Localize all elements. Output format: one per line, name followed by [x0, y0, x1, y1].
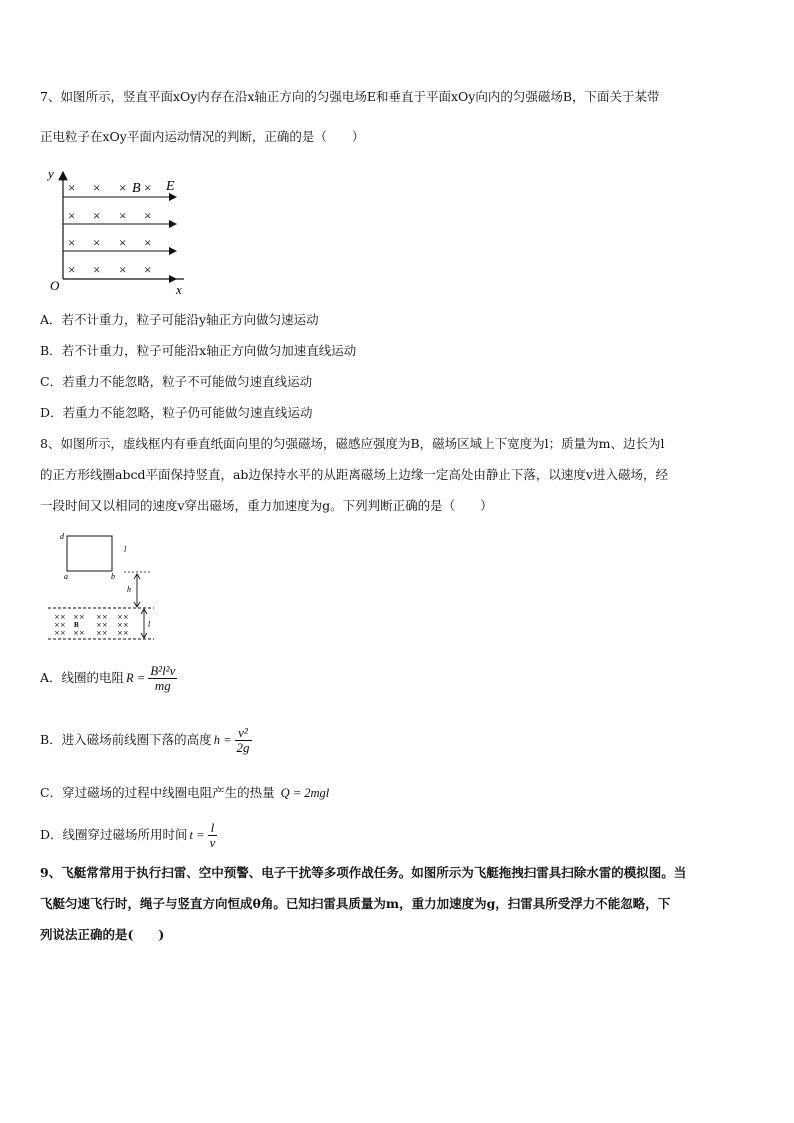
q8-option-b — [40, 720, 252, 760]
cross-mark: × — [68, 208, 76, 223]
q8-option-d-lhs: t = — [189, 828, 205, 842]
q8-option-c-formula: Q = 2mgl — [280, 786, 330, 800]
q8-option-d-denominator: v — [209, 834, 216, 850]
corner-a-label: a — [64, 572, 68, 581]
q9-stem-line3: 列说法正确的是( ) — [40, 927, 165, 942]
cross-mark: × — [119, 262, 127, 277]
q8-option-d-numerator: l — [208, 821, 218, 836]
q8-option-d — [40, 815, 217, 855]
svg-text:⨯⨯: ⨯⨯ — [54, 613, 66, 621]
q8-option-a-numerator: B²l²v — [150, 662, 176, 678]
cross-mark: × — [93, 180, 101, 195]
q8-option-d-fraction — [208, 821, 218, 850]
q8-option-c — [40, 785, 329, 801]
q8-option-a-fraction — [148, 664, 177, 693]
b-field-label: B — [132, 181, 141, 196]
cross-mark: × — [93, 262, 101, 277]
x-axis-label: x — [176, 282, 182, 297]
q9-stem-line1: 9、飞艇常常用于执行扫雷、空中预警、电子干扰等多项作战任务。如图所示为飞艇拖拽扫雷具扫除水雷的模拟图。当 — [40, 865, 687, 880]
svg-text:⨯⨯: ⨯⨯ — [96, 629, 108, 637]
q8-option-b-numerator: v² — [235, 726, 252, 741]
svg-text:⨯⨯: ⨯⨯ — [117, 629, 129, 637]
q8-option-a-lhs: R = — [126, 671, 146, 685]
field-b-label: B — [74, 621, 79, 629]
square-coil — [67, 536, 112, 571]
svg-text:⨯⨯: ⨯⨯ — [73, 629, 85, 637]
width-l-label: l — [148, 620, 151, 629]
q8-option-b-denominator: 2g — [236, 739, 250, 755]
origin-label: O — [50, 278, 60, 293]
q7-option-d: D．若重力不能忽略，粒子仍可能做匀速直线运动 — [40, 405, 313, 420]
y-axis-label: y — [48, 166, 54, 181]
q7-stem-line1: 7、如图所示，竖直平面xOy内存在沿x轴正方向的匀强电场E和垂直于平面xOy向内的匀强磁场B，下面关于某带 — [40, 89, 660, 104]
side-l-label: l — [124, 545, 127, 554]
svg-text:⨯⨯: ⨯⨯ — [54, 621, 66, 629]
svg-text:⨯⨯: ⨯⨯ — [54, 629, 66, 637]
q7-option-b: B．若不计重力，粒子可能沿x轴正方向做匀加速直线运动 — [40, 343, 357, 358]
q8-option-d-text: D．线圈穿过磁场所用时间 — [40, 827, 188, 842]
q8-option-a — [40, 658, 177, 698]
field-cross-marks — [54, 613, 129, 637]
q8-coil-diagram — [44, 528, 174, 646]
cross-mark: × — [144, 262, 152, 277]
svg-text:⨯⨯: ⨯⨯ — [96, 621, 108, 629]
q7-field-diagram — [44, 164, 194, 299]
svg-text:⨯⨯: ⨯⨯ — [73, 613, 85, 621]
svg-text:⨯⨯: ⨯⨯ — [96, 613, 108, 621]
cross-mark: × — [144, 180, 152, 195]
q7-option-c: C．若重力不能忽略，粒子不可能做匀速直线运动 — [40, 374, 313, 389]
cross-mark: × — [144, 235, 152, 250]
cross-mark: × — [119, 180, 127, 195]
svg-text:⨯⨯: ⨯⨯ — [117, 621, 129, 629]
height-h-label: h — [127, 585, 131, 594]
cross-mark: × — [68, 180, 76, 195]
q8-option-b-lhs: h = — [213, 733, 232, 747]
q8-option-c-text: C．穿过磁场的过程中线圈电阻产生的热量 — [40, 785, 275, 800]
q9-stem-line2: 飞艇匀速飞行时，绳子与竖直方向恒成θ角。已知扫雷具质量为m，重力加速度为g，扫雷具所受浮力不能忽略，下 — [40, 896, 671, 911]
q8-stem-line2: 的正方形线圈abcd平面保持竖直，ab边保持水平的从距离磁场上边缘一定高处由静止下落，以速度v进入磁场，经 — [40, 467, 668, 482]
cross-mark: × — [93, 235, 101, 250]
corner-d-label: d — [60, 532, 64, 541]
q8-option-a-text: A．线圈的电阻 — [40, 670, 125, 685]
q8-stem-line3: 一段时间又以相同的速度v穿出磁场，重力加速度为g。下列判断正确的是（ ） — [40, 498, 493, 513]
cross-mark: × — [144, 208, 152, 223]
q7-option-a: A．若不计重力，粒子可能沿y轴正方向做匀速运动 — [40, 312, 319, 327]
e-field-label: E — [166, 179, 175, 194]
cross-mark: × — [119, 235, 127, 250]
cross-mark: × — [93, 208, 101, 223]
q8-stem-line1: 8、如图所示，虚线框内有垂直纸面向里的匀强磁场，磁感应强度为B，磁场区域上下宽度为l；质量为m、边长为l — [40, 436, 665, 451]
q7-stem-line2: 正电粒子在xOy平面内运动情况的判断，正确的是（ ） — [40, 129, 365, 144]
q8-option-b-fraction — [235, 726, 252, 755]
q8-option-a-denominator: mg — [154, 677, 171, 693]
cross-mark: × — [68, 262, 76, 277]
cross-mark: × — [119, 208, 127, 223]
cross-mark: × — [68, 235, 76, 250]
q8-option-b-text: B．进入磁场前线圈下落的高度 — [40, 732, 212, 747]
corner-b-label: b — [111, 572, 115, 581]
svg-text:⨯⨯: ⨯⨯ — [117, 613, 129, 621]
